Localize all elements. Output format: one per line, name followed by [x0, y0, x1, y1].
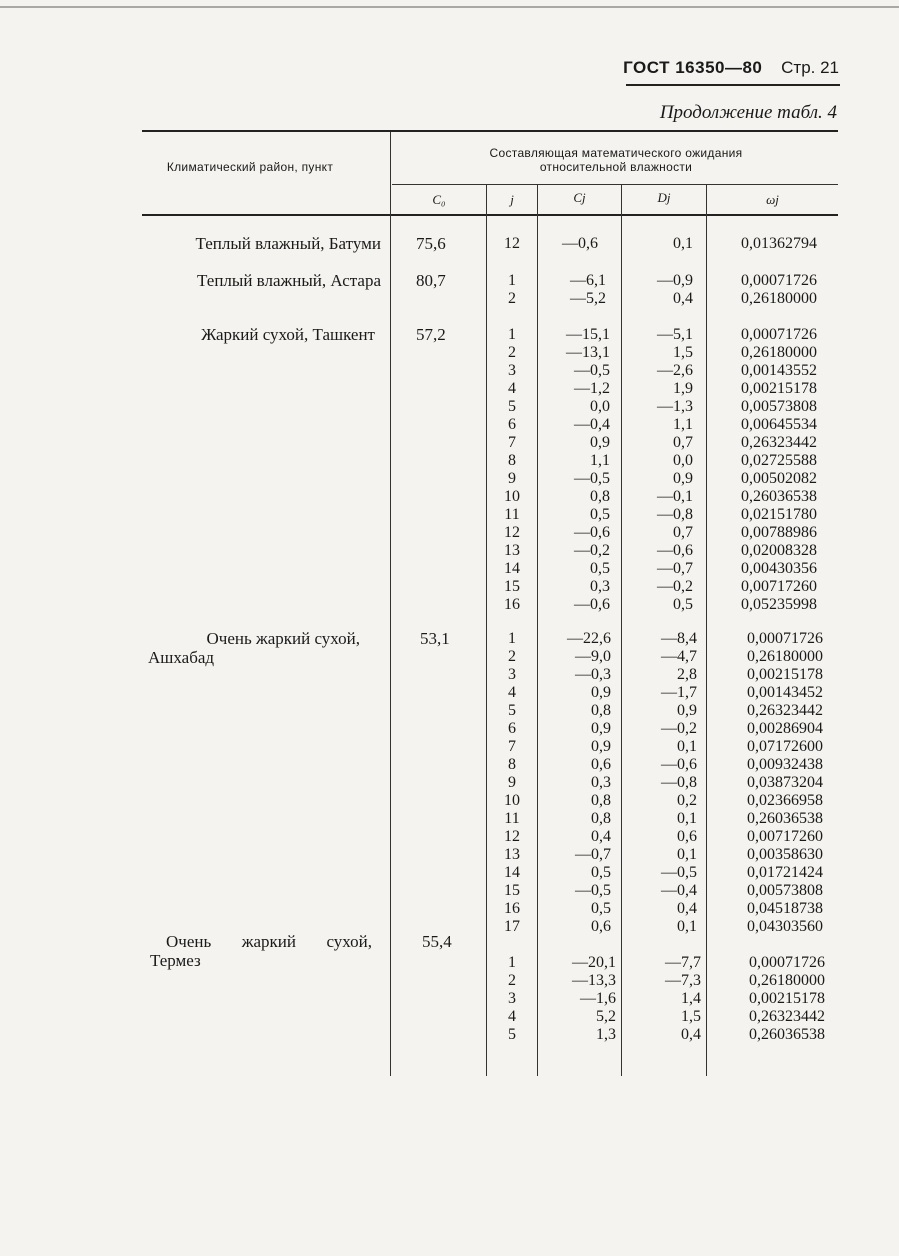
table-cell: 0,5 [591, 864, 611, 881]
table-cell: 0,26180000 [741, 344, 817, 361]
table-cell: 0,9 [590, 434, 610, 451]
scan-top-edge [0, 6, 899, 8]
table-cell: 1 [508, 954, 516, 971]
table-cell: —0,2 [657, 578, 693, 595]
table-cell: 0,00788986 [741, 524, 817, 541]
wj-list [707, 630, 823, 936]
table-cell: 12 [504, 828, 520, 845]
table-cell: 0,01362794 [741, 235, 817, 252]
table-cell: 0,00215178 [741, 380, 817, 397]
table-cell: 2,8 [677, 666, 697, 683]
table-cell: 11 [504, 506, 520, 523]
table-cell: 0,26180000 [747, 648, 823, 665]
table-cell: 0,1 [677, 846, 697, 863]
table-cell: —0,7 [575, 846, 611, 863]
table-cell: 0,00573808 [747, 882, 823, 899]
table-cell: 0,00358630 [747, 846, 823, 863]
j-list [487, 272, 537, 308]
region-label: Очень жаркий сухой, [206, 629, 360, 648]
table-cell: —0,2 [574, 542, 610, 559]
c0-value: 75,6 [416, 234, 446, 253]
table-cell: —1,2 [574, 380, 610, 397]
table-cell: 9 [508, 774, 516, 791]
table-cell: 0,26180000 [741, 290, 817, 307]
table-cell: —5,2 [570, 290, 606, 307]
dj-list [622, 235, 693, 253]
table-cell: 0,5 [673, 596, 693, 613]
table-cell: —0,6 [661, 756, 697, 773]
table-cell: —0,8 [661, 774, 697, 791]
table-cell: 0,02151780 [741, 506, 817, 523]
table-cell: 11 [504, 810, 520, 827]
table-cell: 0,00071726 [741, 272, 817, 289]
table-cell: 0,26036538 [747, 810, 823, 827]
header-dj: Dj [657, 190, 671, 205]
region-label: Очень жаркий сухой, [166, 932, 372, 951]
table-cell: 0,8 [591, 792, 611, 809]
j-list [487, 630, 537, 936]
table-cell: 0,00717260 [741, 578, 817, 595]
table-cell: 0,7 [673, 434, 693, 451]
table-cell: 0,6 [591, 918, 611, 935]
header-region: Климатический район, пункт [166, 160, 334, 174]
table-cell: 1 [508, 272, 516, 289]
table-cell: 1,9 [673, 380, 693, 397]
wj-list [707, 235, 817, 253]
table-cell: 0,5 [590, 506, 610, 523]
table-cell: 4 [508, 380, 516, 397]
table-cell: 15 [504, 882, 520, 899]
table-cell: —0,6 [574, 524, 610, 541]
table-cell: 0,05235998 [741, 596, 817, 613]
table-cell: —7,7 [665, 954, 701, 971]
table-cell: 0,26323442 [747, 702, 823, 719]
table-cell: 5 [508, 1026, 516, 1043]
table-cell: 0,4 [681, 1026, 701, 1043]
table-cell: 13 [504, 846, 520, 863]
table-cell: 4 [508, 1008, 516, 1025]
table-cell: 1,3 [596, 1026, 616, 1043]
table-cell: 0,6 [591, 756, 611, 773]
table-cell: 0,03873204 [747, 774, 823, 791]
table-cell: —0,4 [661, 882, 697, 899]
table-cell: —0,5 [574, 470, 610, 487]
table-cell: —0,2 [661, 720, 697, 737]
table-cell: —1,6 [580, 990, 616, 1007]
table-cell: 0,00286904 [747, 720, 823, 737]
table-cell: 0,4 [677, 900, 697, 917]
region-label-city: Ашхабад [148, 648, 215, 667]
wj-list [707, 272, 817, 308]
table-cell: —5,1 [657, 326, 693, 343]
table-cell: 1,4 [681, 990, 701, 1007]
dj-list [622, 326, 693, 614]
table-cell: —0,6 [657, 542, 693, 559]
header-j: j [510, 192, 514, 207]
table-cell: —0,8 [657, 506, 693, 523]
table-cell: 0,00071726 [741, 326, 817, 343]
table-cell: 0,9 [591, 720, 611, 737]
header-rule [626, 84, 840, 86]
table-cell: —7,3 [665, 972, 701, 989]
table-cell: 17 [504, 918, 520, 935]
table-cell: 8 [508, 756, 516, 773]
table-cell: 5 [508, 398, 516, 415]
table-cell: 3 [508, 990, 516, 1007]
table-cell: 0,07172600 [747, 738, 823, 755]
table-cell: 1,5 [681, 1008, 701, 1025]
table-cell: 3 [508, 666, 516, 683]
table-cell: —4,7 [661, 648, 697, 665]
table-cell: 1,1 [673, 416, 693, 433]
c0-value: 55,4 [422, 932, 452, 951]
table-cell: 0,5 [590, 560, 610, 577]
table-cell: —0,3 [575, 666, 611, 683]
cj-list [538, 272, 606, 308]
table-cell: 0,04303560 [747, 918, 823, 935]
page-number: Стр. 21 [781, 58, 839, 77]
table-cell: 5,2 [596, 1008, 616, 1025]
c0-value: 57,2 [416, 325, 446, 344]
table-cell: —0,7 [657, 560, 693, 577]
table-cell: 6 [508, 416, 516, 433]
j-list [487, 326, 537, 614]
table-cell: 0,26036538 [749, 1026, 825, 1043]
page-header [623, 58, 839, 78]
region-label-city: Термез [150, 951, 201, 970]
table-cell: 2 [508, 648, 516, 665]
table-cell: 14 [504, 864, 520, 881]
table-cell: 0,02725588 [741, 452, 817, 469]
region-label: Жаркий сухой, Ташкент [201, 325, 375, 344]
column-divider [390, 132, 391, 1076]
table-cell: —15,1 [566, 326, 610, 343]
table-cell: 0,1 [677, 918, 697, 935]
table-cell: 0,00573808 [741, 398, 817, 415]
table-cell: 0,1 [677, 810, 697, 827]
standard-number: ГОСТ 16350—80 [623, 58, 763, 77]
table-cell: —1,7 [661, 684, 697, 701]
table-cell: 0,1 [677, 738, 697, 755]
table-cell: 0,00932438 [747, 756, 823, 773]
table-cell: 0,9 [673, 470, 693, 487]
region-label: Теплый влажный, Батуми [195, 234, 381, 253]
j-list [487, 954, 537, 1044]
table-cell: 10 [504, 488, 520, 505]
dj-list [622, 954, 701, 1044]
table-cell: —8,4 [661, 630, 697, 647]
table-cell: 15 [504, 578, 520, 595]
table-cell: 0,26323442 [741, 434, 817, 451]
table-cell: 13 [504, 542, 520, 559]
table-cell: 0,3 [591, 774, 611, 791]
table-cell: —0,4 [574, 416, 610, 433]
table-cell: 12 [504, 524, 520, 541]
table-cell: 10 [504, 792, 520, 809]
table-cell: 0,00071726 [749, 954, 825, 971]
table-cell: 9 [508, 470, 516, 487]
table-cell: 8 [508, 452, 516, 469]
table-cell: 16 [504, 596, 520, 613]
table-cell: —0,5 [661, 864, 697, 881]
table-cell: 0,00143452 [747, 684, 823, 701]
table-cell: 0,5 [591, 900, 611, 917]
table-cell: 0,8 [590, 488, 610, 505]
header-wj: ωj [766, 192, 779, 207]
table-cell: 3 [508, 362, 516, 379]
wj-list [707, 954, 825, 1044]
table-cell: 0,9 [591, 684, 611, 701]
wj-list [707, 326, 817, 614]
table-cell: 0,8 [591, 810, 611, 827]
table-cell: —1,3 [657, 398, 693, 415]
table-cell: 1,5 [673, 344, 693, 361]
table-top-rule [142, 130, 838, 132]
table-cell: 0,4 [591, 828, 611, 845]
c0-value: 53,1 [420, 629, 450, 648]
table-cell: —0,6 [574, 596, 610, 613]
table-cell: 0,4 [673, 290, 693, 307]
table-cell: —0,5 [575, 882, 611, 899]
dj-list [622, 630, 697, 936]
table-cell: 7 [508, 738, 516, 755]
c0-value: 80,7 [416, 271, 446, 290]
table-cell: —6,1 [570, 272, 606, 289]
cj-list [538, 235, 598, 253]
table-cell: —13,3 [572, 972, 616, 989]
table-cell: 0,1 [673, 235, 693, 252]
table-cell: 0,00071726 [747, 630, 823, 647]
table-cell: 0,00717260 [747, 828, 823, 845]
table-cell: —0,9 [657, 272, 693, 289]
table-cell: 0,8 [591, 702, 611, 719]
table-cell: 0,00143552 [741, 362, 817, 379]
table-cell: 0,02008328 [741, 542, 817, 559]
table-cell: —22,6 [567, 630, 611, 647]
table-cell: 0,0 [590, 398, 610, 415]
header-bottom-rule [142, 214, 838, 216]
j-list [487, 235, 537, 253]
table-cell: —9,0 [575, 648, 611, 665]
table-cell: 2 [508, 972, 516, 989]
table-cell: 0,04518738 [747, 900, 823, 917]
table-continuation-title: Продолжение табл. 4 [659, 102, 837, 123]
table-cell: 0,7 [673, 524, 693, 541]
table-cell: —0,6 [562, 235, 598, 252]
table-cell: —2,6 [657, 362, 693, 379]
cj-list [538, 630, 611, 936]
table-cell: 4 [508, 684, 516, 701]
cj-list [538, 326, 610, 614]
table-cell: —0,5 [574, 362, 610, 379]
table-cell: 0,0 [673, 452, 693, 469]
table-cell: —0,1 [657, 488, 693, 505]
cj-list [538, 954, 616, 1044]
dj-list [622, 272, 693, 308]
table-cell: —20,1 [572, 954, 616, 971]
table-cell: 0,3 [590, 578, 610, 595]
table-cell: 0,00215178 [749, 990, 825, 1007]
table-cell: 5 [508, 702, 516, 719]
table-cell: 0,00215178 [747, 666, 823, 683]
header-expectation: Составляющая математического ожидания относительной влажности [489, 146, 743, 174]
table-cell: 1 [508, 630, 516, 647]
table-cell: —13,1 [566, 344, 610, 361]
table-cell: 14 [504, 560, 520, 577]
table-cell: 0,01721424 [747, 864, 823, 881]
table-cell: 7 [508, 434, 516, 451]
table-cell: 0,6 [677, 828, 697, 845]
table-cell: 0,00430356 [741, 560, 817, 577]
table-cell: 0,00502082 [741, 470, 817, 487]
table-cell: 0,00645534 [741, 416, 817, 433]
table-cell: 1 [508, 326, 516, 343]
header-cj: Cj [573, 190, 586, 205]
table-cell: 6 [508, 720, 516, 737]
table-cell: 2 [508, 344, 516, 361]
table-cell: 0,26180000 [749, 972, 825, 989]
table-cell: 0,9 [591, 738, 611, 755]
table-cell: 0,26036538 [741, 488, 817, 505]
table-cell: 0,2 [677, 792, 697, 809]
region-label: Теплый влажный, Астара [197, 271, 381, 290]
table-cell: 0,9 [677, 702, 697, 719]
table-cell: 0,26323442 [749, 1008, 825, 1025]
table-cell: 1,1 [590, 452, 610, 469]
header-group-rule [392, 184, 838, 185]
table-cell: 12 [504, 235, 520, 252]
table-cell: 2 [508, 290, 516, 307]
table-cell: 16 [504, 900, 520, 917]
table-cell: 0,02366958 [747, 792, 823, 809]
header-c0: C₀ [432, 192, 446, 207]
